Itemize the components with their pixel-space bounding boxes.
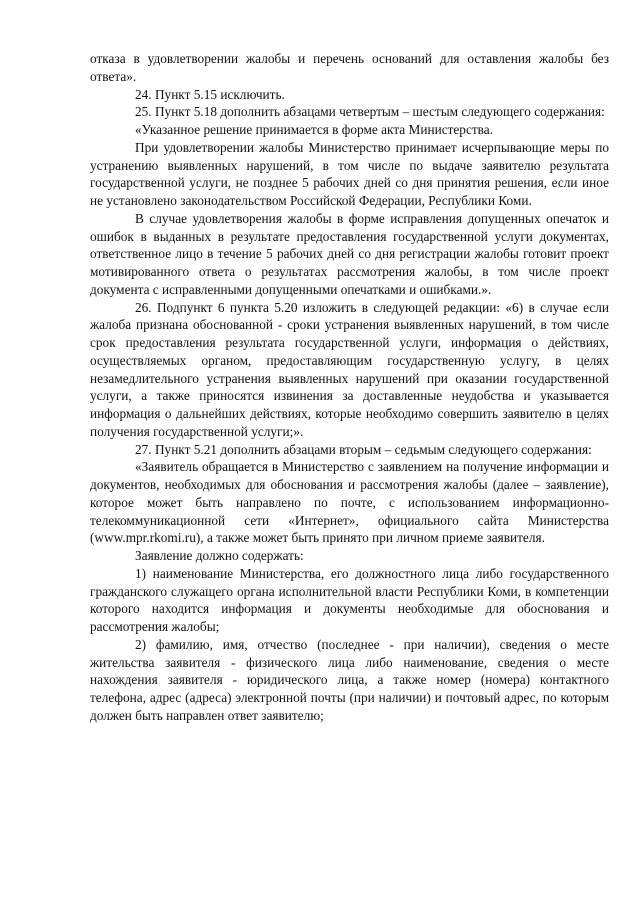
paragraph-list-item-1: 1) наименование Министерства, его должностного лица либо государственного гражданского служащего органа исполнительной власти Республики Коми, в компетенции которого находится информация и документы необходимые для обоснования и рассмотрения жалобы; [90, 565, 609, 634]
paragraph-list-item-2: 2) фамилию, имя, отчество (последнее - при наличии), сведения о месте жительства заявителя - физического лица либо наименование, сведения о месте нахождения заявителя - юридического лица, а также номер (номера) контактного телефона, адрес (адреса) электронной почты (при наличии) и почтовый адрес, по которым должен быть направлен ответ заявителю; [90, 636, 609, 723]
paragraph-applicant-request: «Заявитель обращается в Министерство с заявлением на получение информации и документов, необходимых для обоснования и рассмотрения жалобы (далее – заявление), которое может быть направлено по почте, с использованием информационно-телекоммуникационной сети «Интернет», официального сайта Министерства (www.mpr.rkomi.ru), а также может быть принято при личном приеме заявителя. [90, 459, 609, 546]
paragraph-item-26: 26. Подпункт 6 пункта 5.20 изложить в следующей редакции: «6) в случае если жалоба признана обоснованной - сроки устранения выявленных нарушений, в том числе срок предоставления результата государственной услуги, информация о действиях, осуществляемых органом, предоставляющим государственную услугу, в целях незамедлительного устранения выявленных нарушений при оказании государственной услуги, а также приносятся извинения за доставленные неудобства и указывается информация о дальнейших действиях, которые необходимо совершить заявителю в целях получения государственной услуги;». [90, 299, 609, 439]
paragraph-request-contents: Заявление должно содержать: [135, 548, 304, 563]
paragraph-item-27: 27. Пункт 5.21 дополнить абзацами вторым – седьмым следующего содержания: [135, 441, 592, 457]
paragraph-typo-correction: В случае удовлетворения жалобы в форме исправления допущенных опечаток и ошибок в выданных в результате предоставления государственной услуги документах, ответственное лицо в течение 5 рабочих дней со дня регистрации жалобы готовит проект мотивированного ответа о результатах рассмотрения жалобы, в том числе проект документа с исправленными допущенными опечатками и ошибками.». [90, 210, 609, 297]
document-body [90, 50, 609, 725]
paragraph-satisfaction-measures: При удовлетворении жалобы Министерство принимает исчерпывающие меры по устранению выявленных нарушений, в том числе по выдаче заявителю результата государственной услуги, не позднее 5 рабочих дней со дня принятия решения, если иное не установлено законодательством Российской Федерации, Республики Коми. [90, 139, 609, 208]
paragraph-continuation: отказа в удовлетворении жалобы и перечень оснований для оставления жалобы без ответа». [90, 51, 609, 84]
paragraph-item-25: 25. Пункт 5.18 дополнить абзацами четвертым – шестым следующего содержания: [135, 104, 605, 120]
paragraph-decision-form: «Указанное решение принимается в форме акта Министерства. [135, 122, 493, 137]
paragraph-item-24: 24. Пункт 5.15 исключить. [135, 86, 285, 102]
